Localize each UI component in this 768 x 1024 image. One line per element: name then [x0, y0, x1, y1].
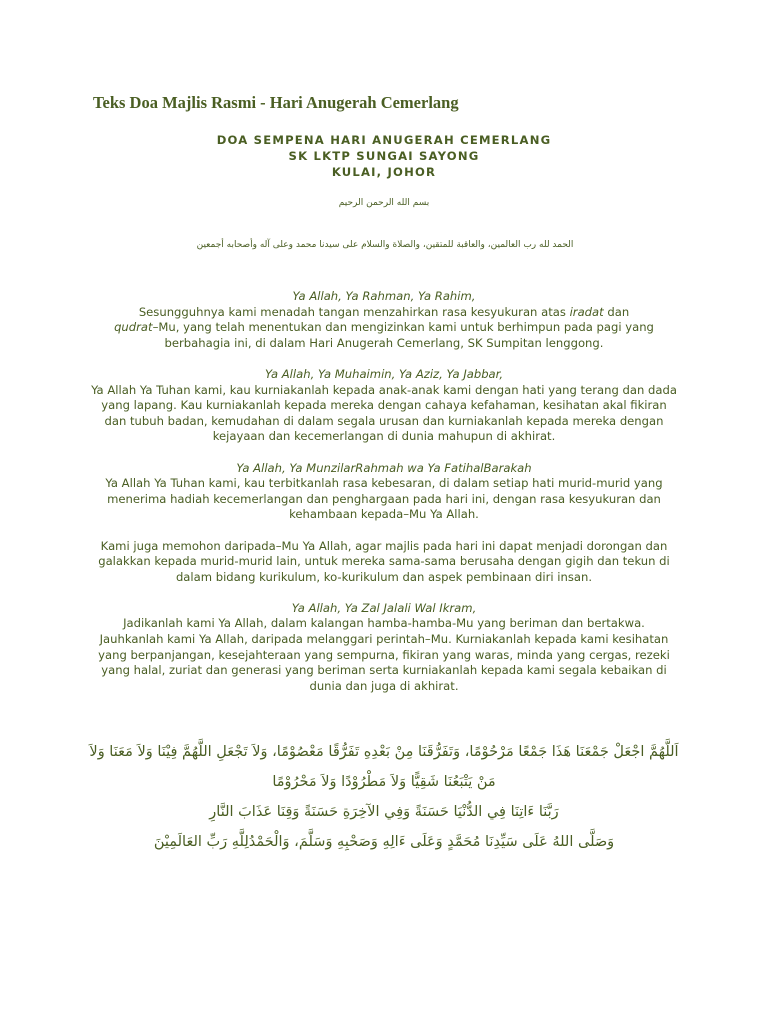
term-iradat: iradat [569, 304, 604, 319]
closing-line-jamaah: اَللَّهُمَّ اجْعَلْ جَمْعَنَا هَذَا جَمْعًا مَرْحُوْمًا، وَتَفَرُّقَنَا مِنْ بَعْدِهِ تَفَرُّقًا مَعْصُوْمًا، وَلاَ تَجْعَلِ اللَّهُمَّ فِيْنَا وَلاَ مَعَنَا وَلاَ مَنْ يَتْبَعُنَا شَقِيًّا وَلاَ مَطْرُوْدًا وَلاَ مَحْرُوْمًا [89, 744, 679, 790]
paragraph-munzilar [90, 461, 678, 523]
paragraph-muhaimin [90, 367, 678, 445]
term-qudrat: qudrat [114, 320, 153, 335]
paragraph-text: Ya Allah Ya Tuhan kami, kau terbitkanlah rasa kebesaran, di dalam setiap hati murid-murid yang menerima hadiah kecemerlangan dan penghargaan pada hari ini, dengan rasa kesyukuran dan kehambaan kepada–Mu Ya Allah. [105, 476, 663, 522]
header-line-school: SK LKTP SUNGAI SAYONG [288, 149, 480, 163]
paragraph-heading: Ya Allah, Ya Zal Jalali Wal Ikram, [291, 600, 477, 615]
header-line-event: DOA SEMPENA HARI ANUGERAH CEMERLANG [216, 133, 552, 147]
hamdalah: الحمد لله رب العالمين، والعاقبة للمتقين، والصلاة والسلام على سيدنا محمد وعلى آله وأصحابه أجمعين [196, 240, 574, 250]
paragraph-memohon [90, 539, 678, 586]
paragraph-heading: Ya Allah, Ya MunzilarRahmah wa Ya FatihalBarakah [236, 460, 532, 475]
paragraph-text: Jadikanlah kami Ya Allah, dalam kalangan hamba-hamba-Mu yang beriman dan bertakwa. Jauhkanlah kami Ya Allah, daripada melanggari perintah–Mu. Kurniakanlah kepada kami kesihatan yang berpanjangan, kesejahteraan yang sempurna, fikiran yang waras, minda yang cergas, rezeki yang halal, zuriat dan generasi yang beriman serta kurniakanlah kepada kami segala kebaikan di dunia dan juga di akhirat. [98, 616, 670, 693]
paragraph-heading: Ya Allah, Ya Rahman, Ya Rahim, [292, 289, 476, 303]
doa-body [90, 289, 678, 710]
doa-header [0, 132, 768, 180]
basmalah: بسم الله الرحمن الرحيم [338, 198, 430, 208]
paragraph-text: Ya Allah Ya Tuhan kami, kau kurniakanlah kepada anak-anak kami dengan hati yang terang dan dada yang lapang. Kau kurniakanlah kepada mereka dengan cahaya kefahaman, kesihatan akal fikiran dan tubuh badan, kemudahan di dalam segala urusan dan kurniakanlah kepada mereka dengan kejayaan dan kecemerlangan di dunia mahupun di akhirat. [91, 382, 677, 444]
paragraph-text: Sesungguhnya kami menadah tangan menzahirkan rasa kesyukuran atas [138, 304, 570, 319]
paragraph-text: Kami juga memohon daripada–Mu Ya Allah, agar majlis pada hari ini dapat menjadi dorongan dan galakkan kepada murid-murid lain, untuk mereka sama-sama berusaha dengan gigih dan tekun di dalam bidang kurikulum, ko-kurikulum dan aspek pembinaan diri insan. [98, 538, 670, 584]
paragraph-ikram [90, 601, 678, 695]
page-title: Teks Doa Majlis Rasmi - Hari Anugerah Cemerlang [93, 93, 459, 112]
closing-doa-arabic [86, 737, 682, 857]
paragraph-rahman [90, 289, 678, 351]
closing-line-rabbana: رَبَّنَا ءَاتِنَا فِي الدُّنْيَا حَسَنَةً وَفِي الآخِرَةِ حَسَنَةً وَقِنَا عَذَابَ النَّارِ [209, 804, 559, 820]
closing-line-salawat: وَصَلَّى اللهُ عَلَى سَيِّدِنَا مُحَمَّدٍ وَعَلَى ءَالِهِ وَصَحْبِهِ وَسَلَّمَ، وَالْحَمْدُلِلَّهِ رَبِّ العَالَمِيْنَ [153, 834, 615, 850]
paragraph-text: –Mu, yang telah menentukan dan mengizinkan kami untuk berhimpun pada pagi yang berbahagia ini, di dalam Hari Anugerah Cemerlang, SK Sumpitan lenggong. [152, 320, 654, 350]
paragraph-heading: Ya Allah, Ya Muhaimin, Ya Aziz, Ya Jabbar, [264, 366, 504, 381]
header-line-location: KULAI, JOHOR [331, 165, 437, 179]
paragraph-text: dan [603, 304, 630, 319]
